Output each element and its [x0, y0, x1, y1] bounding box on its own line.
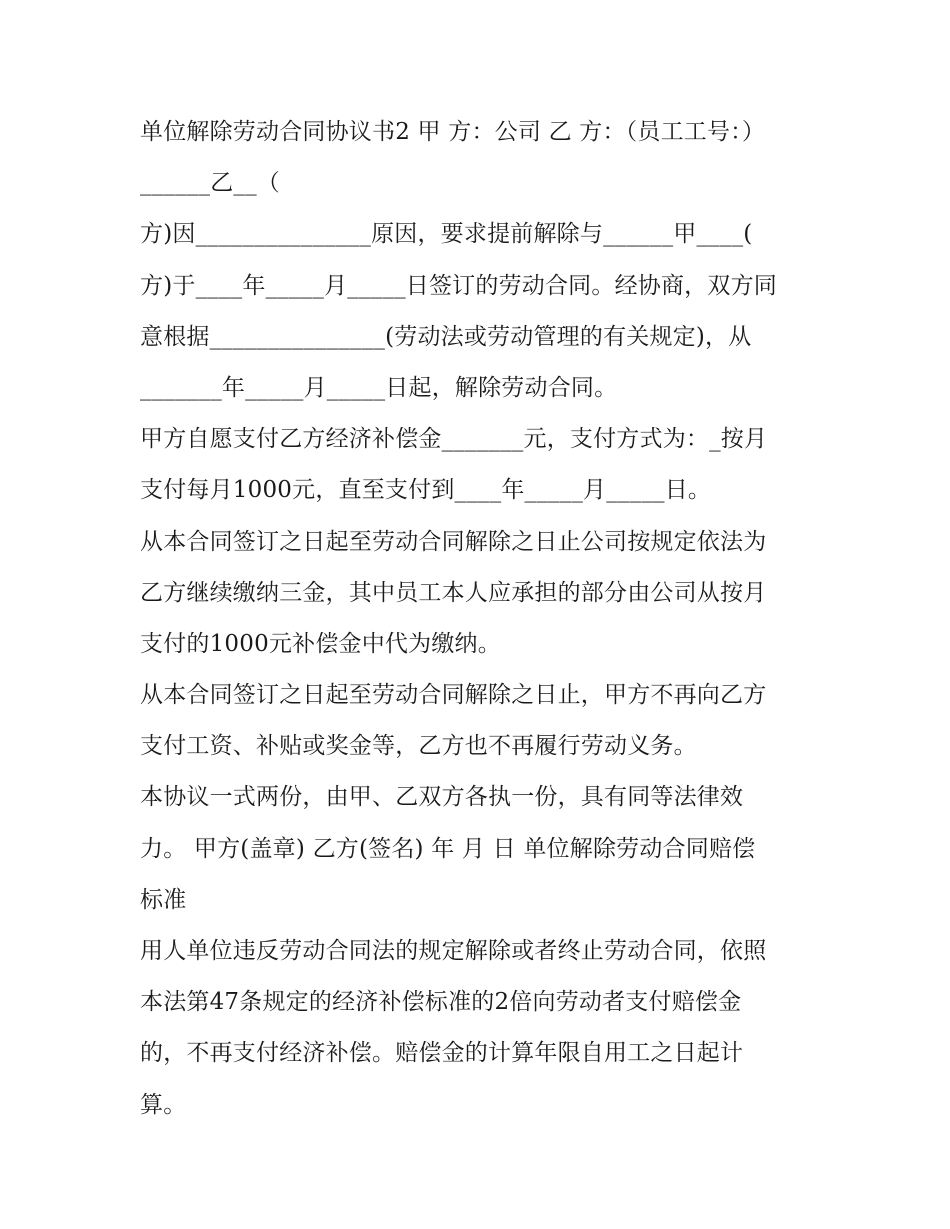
text-line: 从本合同签订之日起至劳动合同解除之日止公司按规定依法为 — [140, 528, 767, 555]
text-line: 乙方继续缴纳三金，其中员工本人应承担的部分由公司从按月 — [140, 579, 767, 606]
text-line: 甲方自愿支付乙方经济补偿金_______元，支付方式为：_按月 — [140, 426, 768, 453]
text-line: 支付的1000元补偿金中代为缴纳。 — [140, 630, 501, 657]
text-line: 标准 — [140, 886, 187, 913]
text-line: 算。 — [140, 1091, 187, 1118]
text-line: 支付工资、补贴或奖金等，乙方也不再履行劳动义务。 — [140, 733, 697, 760]
text-line: 从本合同签订之日起至劳动合同解除之日止，甲方不再向乙方 — [140, 682, 767, 709]
text-line: 本法第47条规定的经济补偿标准的2倍向劳动者支付赔偿金 — [140, 989, 742, 1016]
text-line: 意根据_______________(劳动法或劳动管理的有关规定)，从 — [140, 323, 752, 350]
text-line: ______乙__（ — [140, 170, 280, 197]
text-line: 本协议一式两份，由甲、乙双方各执一份，具有同等法律效 — [140, 784, 744, 811]
text-line: _______年_____月_____日起，解除劳动合同。 — [140, 374, 618, 401]
text-line: 方)因_______________原因，要求提前解除与______甲____( — [140, 221, 753, 248]
text-line: 支付每月1000元，直至支付到____年_____月_____日。 — [140, 477, 712, 504]
text-line: 用人单位违反劳动合同法的规定解除或者终止劳动合同，依照 — [140, 938, 767, 964]
text-line: 单位解除劳动合同协议书2 甲 方：公司 乙 方：（员工工号：） — [140, 119, 766, 145]
text-line: 方)于____年_____月_____日签订的劳动合同。经协商，双方同 — [140, 272, 777, 299]
document-body — [140, 107, 820, 1131]
text-line: 力。 甲方(盖章) 乙方(签名) 年 月 日 单位解除劳动合同赔偿 — [140, 835, 756, 862]
text-line: 的，不再支付经济补偿。赔偿金的计算年限自用工之日起计 — [140, 1040, 744, 1067]
